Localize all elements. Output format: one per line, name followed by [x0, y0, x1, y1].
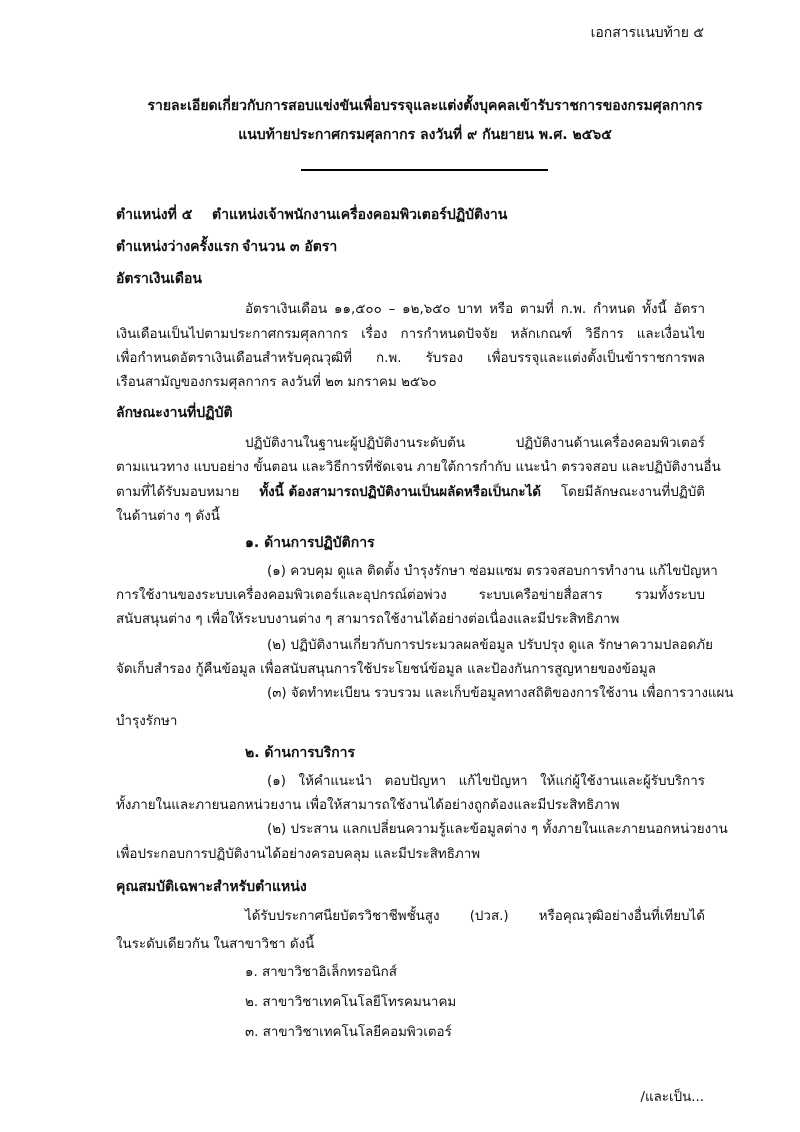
page-title: รายละเอียดเกี่ยวกับการสอบแข่งขันเพื่อบรรจุและแต่งตั้งบุคคลเข้ารับราชการของกรมศุลกากร — [147, 98, 703, 114]
salary-line: เรือนสามัญของกรมศุลกากร ลงวันที่ ๒๓ มกราคม ๒๕๖๐ — [116, 375, 437, 390]
duties-heading: ลักษณะงานที่ปฏิบัติ — [116, 405, 233, 421]
position-label: ตำแหน่งที่ ๕ — [116, 207, 193, 223]
duty-item-line: (๒) ปฏิบัติงานเกี่ยวกับการประมวลผลข้อมูล ปรับปรุง ดูแล รักษาความปลอดภัย — [267, 638, 713, 653]
continuation-marker: /และเป็น... — [640, 1090, 704, 1105]
duty-item-line: ทั้งภายในและภายนอกหน่วยงาน เพื่อให้สามารถใช้งานได้อย่างถูกต้องและมีประสิทธิภาพ — [116, 798, 620, 813]
salary-line: เงินเดือนเป็นไปตามประกาศกรมศุลกากร เรื่อง การกำหนดปัจจัย หลักเกณฑ์ วิธีการ และเงื่อนไข — [116, 327, 705, 342]
attachment-label: เอกสารแนบท้าย ๕ — [590, 25, 704, 41]
vacancy-label: ตำแหน่งว่างครั้งแรก — [116, 239, 239, 255]
salary-line: เพื่อกำหนดอัตราเงินเดือนสำหรับคุณวุฒิที่ ก.พ. รับรอง เพื่อบรรจุและแต่งตั้งเป็นข้าราชการพล — [116, 351, 705, 366]
duties-intro-line: ตามแนวทาง แบบอย่าง ขั้นตอน และวิธีการที่ชัดเจน ภายใต้การกำกับ แนะนำ ตรวจสอบ และปฏิบัติงานอื่น — [116, 460, 721, 475]
duty-item-line: (๒) ประสาน แลกเปลี่ยนความรู้และข้อมูลต่าง ๆ ทั้งภายในและภายนอกหน่วยงาน — [267, 822, 728, 837]
duty-item-line: (๑) ให้คำแนะนำ ตอบปัญหา แก้ไขปัญหา ให้แก่ผู้ใช้งานและผู้รับบริการ — [267, 774, 705, 789]
vacancy-count: จำนวน ๓ อัตรา — [242, 239, 338, 255]
duty-item-line: การใช้งานของระบบเครื่องคอมพิวเตอร์และอุปกรณ์ต่อพ่วง ระบบเครือข่ายสื่อสาร รวมทั้งระบบ — [116, 588, 705, 603]
duty-item-line: บำรุงรักษา — [116, 714, 178, 729]
duties-intro-line: ปฏิบัติงานในฐานะผู้ปฏิบัติงานระดับต้น ปฏิบัติงานด้านเครื่องคอมพิวเตอร์ — [245, 436, 705, 451]
position-name: ตำแหน่งเจ้าพนักงานเครื่องคอมพิวเตอร์ปฏิบัติงาน — [212, 207, 508, 223]
page-subtitle: แนบท้ายประกาศกรมศุลกากร ลงวันที่ ๙ กันยายน พ.ศ. ๒๕๖๕ — [238, 127, 612, 143]
qualification-field: ๓. สาขาวิชาเทคโนโลยีคอมพิวเตอร์ — [245, 1025, 452, 1040]
duties-intro-line — [116, 481, 705, 502]
duty-item-line: (๓) จัดทำทะเบียน รวบรวม และเก็บข้อมูลทางสถิติของการใช้งาน เพื่อการวางแผน — [267, 686, 734, 701]
salary-heading: อัตราเงินเดือน — [116, 271, 202, 287]
title-divider — [301, 169, 548, 171]
duty-item-line: เพื่อประกอบการปฏิบัติงานได้อย่างครอบคลุม และมีประสิทธิภาพ — [116, 847, 481, 862]
qualifications-heading: คุณสมบัติเฉพาะสำหรับตำแหน่ง — [116, 879, 307, 895]
qualification-field: ๑. สาขาวิชาอิเล็กทรอนิกส์ — [245, 965, 397, 980]
qualifications-line: ในระดับเดียวกัน ในสาขาวิชา ดังนี้ — [116, 937, 315, 952]
duty-item-line: สนับสนุนต่าง ๆ เพื่อให้ระบบงานต่าง ๆ สามารถใช้งานได้อย่างต่อเนื่องและมีประสิทธิภาพ — [116, 612, 620, 627]
duty-item-line: จัดเก็บสำรอง กู้คืนข้อมูล เพื่อสนับสนุนการใช้ประโยชน์ข้อมูล และป้องกันการสูญหายของข้อมูล — [116, 662, 656, 677]
qualifications-line: ได้รับประกาศนียบัตรวิชาชีพชั้นสูง (ปวส.) หรือคุณวุฒิอย่างอื่นที่เทียบได้ — [245, 909, 705, 924]
duties-intro-prefix: ตามที่ได้รับมอบหมาย — [116, 485, 240, 500]
qualification-field: ๒. สาขาวิชาเทคโนโลยีโทรคมนาคม — [245, 995, 457, 1010]
duty-item-line: (๑) ควบคุม ดูแล ติดตั้ง บำรุงรักษา ซ่อมแซม ตรวจสอบการทำงาน แก้ไขปัญหา — [267, 564, 718, 579]
section-title-operations: ๑. ด้านการปฏิบัติการ — [245, 535, 375, 551]
duties-intro-suffix: โดยมีลักษณะงานที่ปฏิบัติ — [560, 485, 705, 500]
duties-intro-line: ในด้านต่าง ๆ ดังนี้ — [116, 509, 220, 524]
duties-shift-requirement: ทั้งนี้ ต้องสามารถปฏิบัติงานเป็นผลัดหรือเป็นกะได้ — [259, 485, 542, 500]
salary-line: อัตราเงินเดือน ๑๑,๕๐๐ – ๑๒,๖๕๐ บาท หรือ ตามที่ ก.พ. กำหนด ทั้งนี้ อัตรา — [245, 302, 705, 317]
section-title-services: ๒. ด้านการบริการ — [245, 745, 356, 761]
